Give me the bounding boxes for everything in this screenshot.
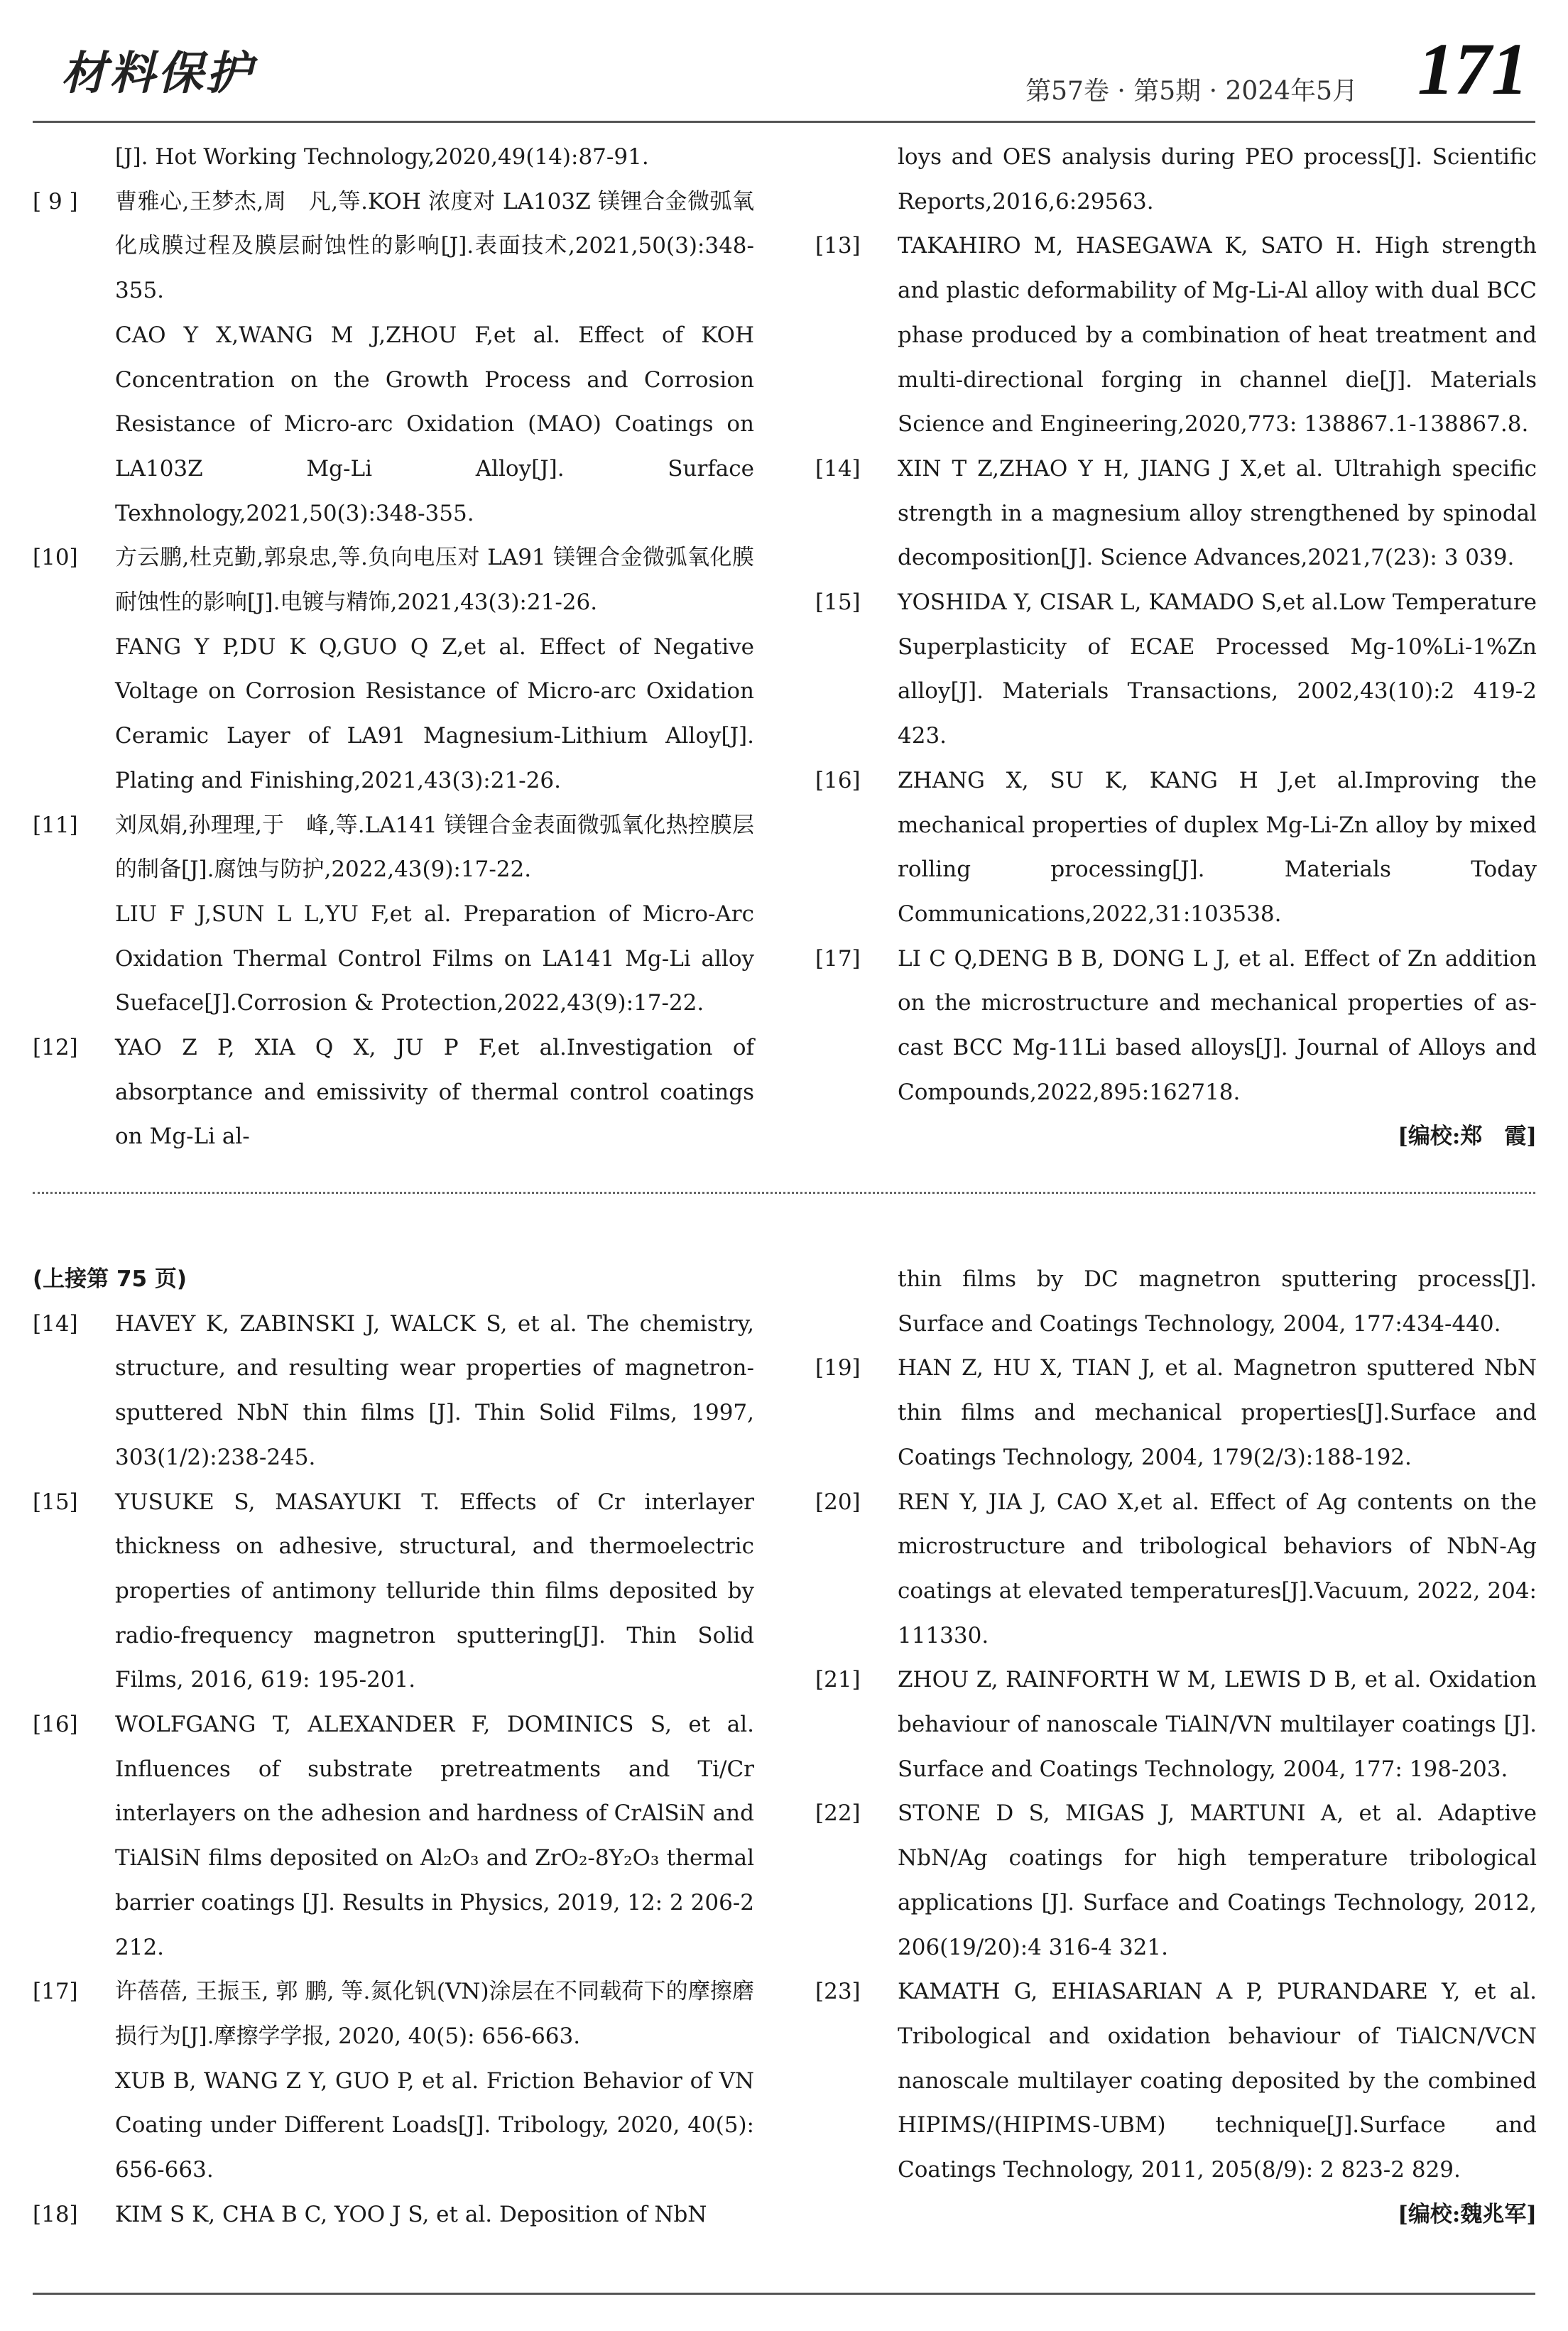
bottom-right-column	[815, 1257, 1537, 2237]
ref-18b: [18] KIM S K, CHA B C, YOO J S, et al. Deposition of NbN	[33, 2201, 707, 2227]
ref-9-english: CAO Y X,WANG M J,ZHOU F,et al. Effect of KOH Concentration on the Growth Process and Corrosion Resistance of Micro-arc Oxidation (MAO) Coatings on LA103Z Mg-Li Alloy[J]. Surface Texhnology,2021,50(3):348-355.	[115, 322, 754, 526]
ref-23b: [23] KAMATH G, EHIASARIAN A P, PURANDARE Y, et al. Tribological and oxidation behaviour of TiAlCN/VCN nanoscale multilayer coating deposited by the combined HIPIMS/(HIPIMS-UBM) technique[J].Surface and Coatings Technology, 2011, 205(8/9): 2 823-2 829.	[815, 1979, 1537, 2183]
footer-rule	[33, 2293, 1535, 2295]
ref-13: [13] TAKAHIRO M, HASEGAWA K, SATO H. High strength and plastic deformability of Mg-Li-Al alloy with dual BCC phase produced by a combination of heat treatment and multi-directional forging in channel die[J]. Materials Science and Engineering,2020,773: 138867.1-138867.8.	[815, 233, 1537, 438]
running-header	[33, 21, 1535, 121]
ref-11: [11] 刘凤娟,孙理理,于 峰,等.LA141 镁锂合金表面微弧氧化热控膜层的制备[J].腐蚀与防护,2022,43(9):17-22.	[33, 812, 754, 883]
ref-20b: [20] REN Y, JIA J, CAO X,et al. Effect of Ag contents on the microstructure and tribological behaviors of NbN-Ag coatings at elevated temperatures[J].Vacuum, 2022, 204: 111330.	[815, 1489, 1537, 1648]
top-left-column	[33, 135, 754, 1159]
ref-17b: [17] 许蓓蓓, 王振玉, 郭 鹏, 等.氮化钒(VN)涂层在不同载荷下的摩擦磨损行为[J].摩擦学学报, 2020, 40(5): 656-663.	[33, 1979, 754, 2049]
ref-17b-english: XUB B, WANG Z Y, GUO P, et al. Friction Behavior of VN Coating under Different Loads[J]. Tribology, 2020, 40(5): 656-663.	[115, 2068, 754, 2183]
ref-10: [10] 方云鹏,杜克勤,郭泉忠,等.负向电压对 LA91 镁锂合金微弧氧化膜耐蚀性的影响[J].电镀与精饰,2021,43(3):21-26.	[33, 545, 754, 616]
journal-logo: 材料保护	[61, 47, 254, 100]
ref-10-english: FANG Y P,DU K Q,GUO Q Z,et al. Effect of Negative Voltage on Corrosion Resistance of Micro-arc Oxidation Ceramic Layer of LA91 Magnesium-Lithium Alloy[J]. Plating and Finishing,2021,43(3):21-26.	[115, 634, 754, 793]
top-right-column	[815, 135, 1537, 1159]
ref-22b: [22] STONE D S, MIGAS J, MARTUNI A, et al. Adaptive NbN/Ag coatings for high temperature tribological applications [J]. Surface and Coatings Technology, 2012, 206(19/20):4 316-4 321.	[815, 1800, 1537, 1960]
ref-14b: [14] HAVEY K, ZABINSKI J, WALCK S, et al. The chemistry, structure, and resulting wear properties of magnetron-sputtered NbN thin films [J]. Thin Solid Films, 1997, 303(1/2):238-245.	[33, 1310, 754, 1470]
ref-16b: [16] WOLFGANG T, ALEXANDER F, DOMINICS S, et al. Influences of substrate pretreatments and Ti/Cr interlayers on the adhesion and hardness of CrAlSiN and TiAlSiN films deposited on Al₂O₃ and ZrO₂-8Y₂O₃ thermal barrier coatings [J]. Results in Physics, 2019, 12: 2 206-2 212.	[33, 1712, 754, 1960]
section-divider	[33, 1192, 1535, 1194]
ref-21b: [21] ZHOU Z, RAINFORTH W M, LEWIS D B, et al. Oxidation behaviour of nanoscale TiAlN/VN multilayer coatings [J]. Surface and Coatings Technology, 2004, 177: 198-203.	[815, 1667, 1537, 1782]
ref-18b-continued: thin films by DC magnetron sputtering process[J]. Surface and Coatings Technology, 2004, 177:434-440.	[898, 1266, 1537, 1337]
ref-11-english: LIU F J,SUN L L,YU F,et al. Preparation of Micro-Arc Oxidation Thermal Control Films on LA141 Mg-Li alloy Sueface[J].Corrosion & Protection,2022,43(9):17-22.	[115, 901, 754, 1016]
continued-from-label: (上接第 75 页)	[33, 1266, 187, 1292]
ref-12-continued: loys and OES analysis during PEO process[J]. Scientific Reports,2016,6:29563.	[898, 144, 1537, 214]
ref-15: [15] YOSHIDA Y, CISAR L, KAMADO S,et al.Low Temperature Superplasticity of ECAE Processed Mg-10%Li-1%Zn alloy[J]. Materials Transactions, 2002,43(10):2 419-2 423.	[815, 589, 1537, 749]
page-number: 171	[1417, 28, 1528, 110]
editor-credit-top: [编校:郑 霞]	[1398, 1124, 1537, 1150]
ref-17: [17] LI C Q,DENG B B, DONG L J, et al. Effect of Zn addition on the microstructure and mechanical properties of as-cast BCC Mg-11Li based alloys[J]. Journal of Alloys and Compounds,2022,895:162718.	[815, 945, 1537, 1105]
ref-continued: [J]. Hot Working Technology,2020,49(14):87-91.	[115, 144, 649, 170]
editor-credit-bottom: [编校:魏兆军]	[1398, 2201, 1537, 2227]
ref-15b: [15] YUSUKE S, MASAYUKI T. Effects of Cr interlayer thickness on adhesive, structural, and thermoelectric properties of antimony telluride thin films deposited by radio-frequency magnetron sputtering[J]. Thin Solid Films, 2016, 619: 195-201.	[33, 1489, 754, 1693]
bottom-left-column	[33, 1257, 754, 2237]
ref-16: [16] ZHANG X, SU K, KANG H J,et al.Improving the mechanical properties of duplex Mg-Li-Zn alloy by mixed rolling processing[J]. Materials Today Communications,2022,31:103538.	[815, 767, 1537, 927]
ref-14: [14] XIN T Z,ZHAO Y H, JIANG J X,et al. Ultrahigh specific strength in a magnesium alloy strengthened by spinodal decomposition[J]. Science Advances,2021,7(23): 3 039.	[815, 455, 1537, 571]
header-rule	[33, 121, 1535, 123]
issue-info: 第57卷 · 第5期 · 2024年5月	[1025, 77, 1358, 106]
ref-19b: [19] HAN Z, HU X, TIAN J, et al. Magnetron sputtered NbN thin films and mechanical properties[J].Surface and Coatings Technology, 2004, 179(2/3):188-192.	[815, 1355, 1537, 1470]
ref-12: [12] YAO Z P, XIA Q X, JU P F,et al.Investigation of absorptance and emissivity of thermal control coatings on Mg-Li al-	[33, 1035, 754, 1150]
ref-9: [ 9 ] 曹雅心,王梦杰,周 凡,等.KOH 浓度对 LA103Z 镁锂合金微弧氧化成膜过程及膜层耐蚀性的影响[J].表面技术,2021,50(3):348-355.	[33, 188, 754, 304]
